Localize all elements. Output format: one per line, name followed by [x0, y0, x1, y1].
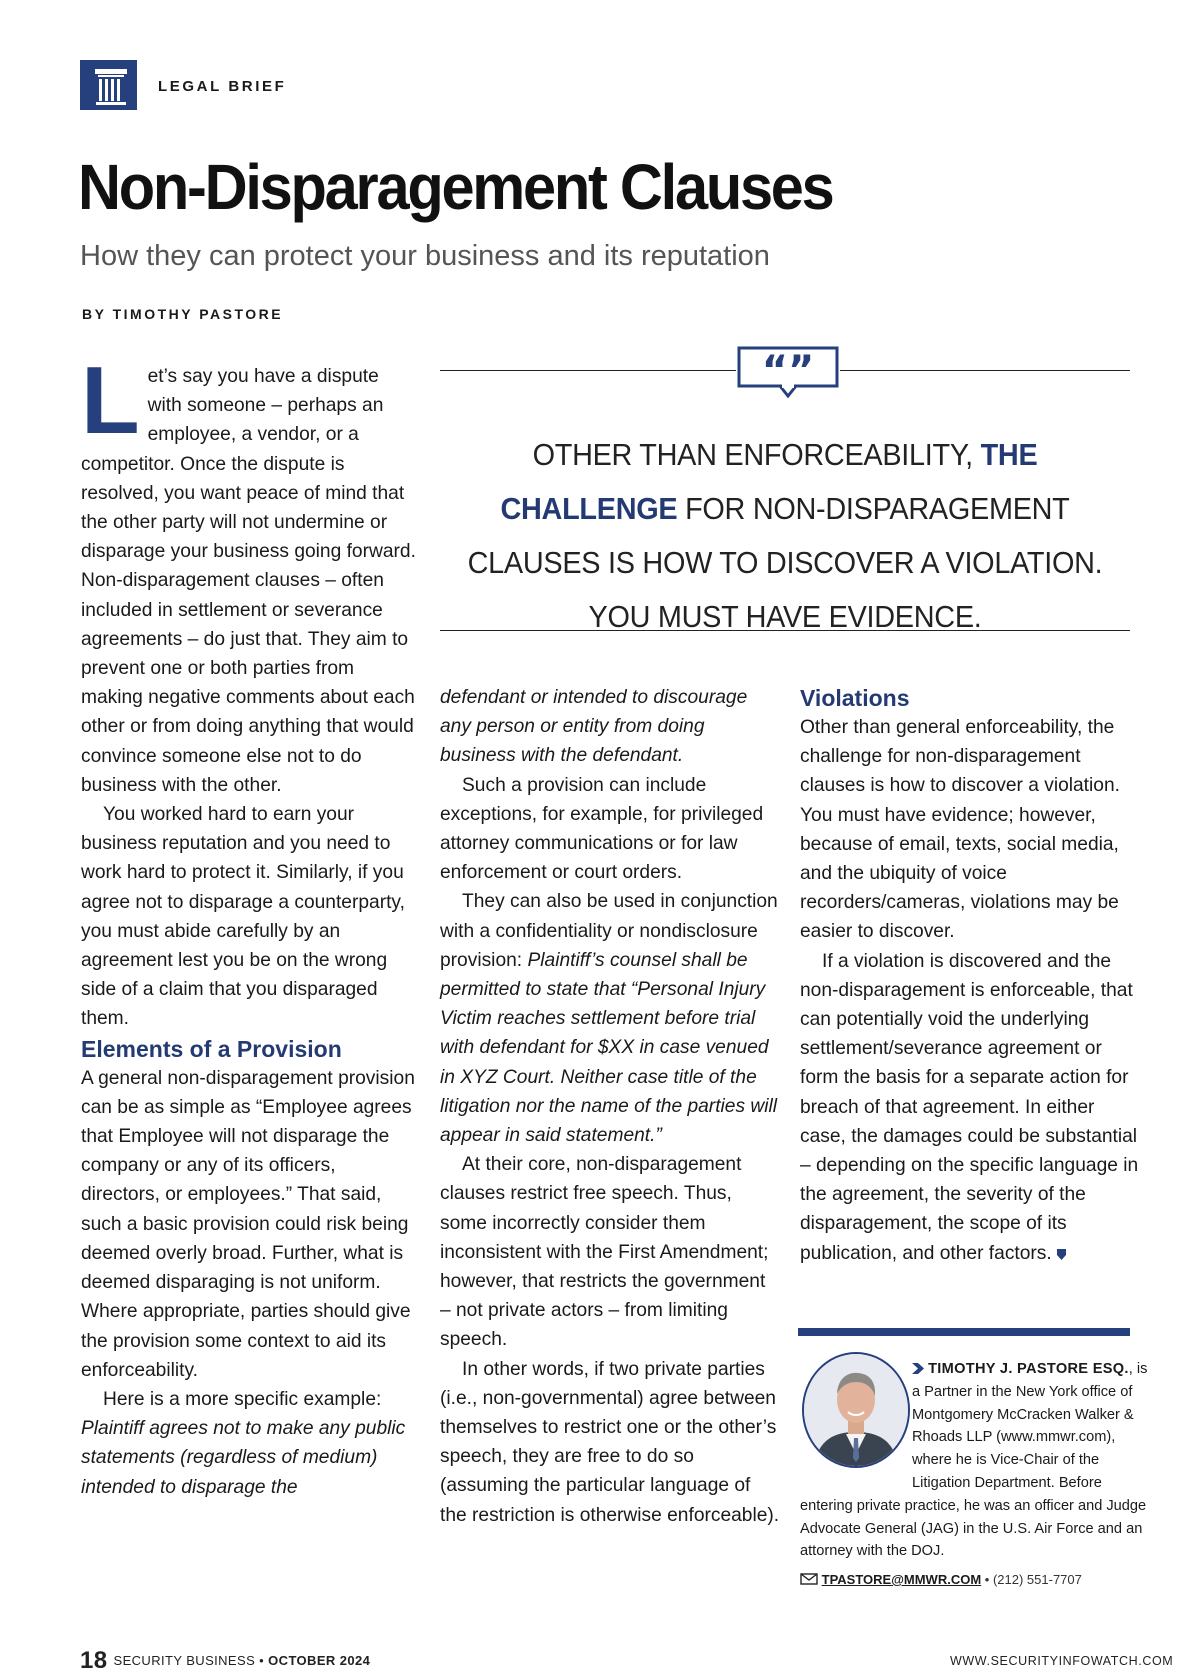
paragraph — [440, 683, 780, 771]
example-clause-italic: defendant or intended to discourage any person or entity from doing business with the defendant. — [440, 687, 748, 767]
author-email-link[interactable]: TPASTORE@MMWR.COM — [821, 1572, 982, 1587]
section-label: LEGAL BRIEF — [158, 78, 287, 95]
section-heading-violations: Violations — [800, 685, 910, 711]
paragraph: Other than general enforceability, the challenge for non-disparagement clauses is how to discover a violation. You must have evidence; however, because of email, texts, social media, and the ubiquity of voice recorders/cameras, violations may be easier to discover. — [800, 717, 1120, 943]
paragraph: In other words, if two private parties (i.e., non-governmental) agree between themselves to restrict one or the other’s speech, they are free to do so (assuming the particular language of the restriction is otherwise enforceable). — [440, 1358, 780, 1526]
pull-quote — [464, 428, 1106, 644]
paragraph: Such a provision can include exceptions, for example, for privileged attorney communications or for law enforcement or court orders. — [440, 774, 764, 884]
author-name: TIMOTHY J. PASTORE ESQ. — [928, 1361, 1129, 1377]
intro-text: et’s say you have a dispute with someone – perhaps an employee, a vendor, or a competitor. Once the dispute is resolved, you want peace of mind that the other party will not undermine or disparage your business going forward. Non-disparagement clauses – often included in settlement or severance agreements – do just that. They aim to prevent one or both parties from making negative comments about each other or from doing anything that would convince someone else not to do business with the other. — [81, 366, 416, 796]
paragraph: At their core, non-disparagement clauses restrict free speech. Thus, some incorrectly consider them inconsistent with the First Amendment; however, that restricts the government – not private actors – from limiting speech. — [440, 1154, 769, 1351]
end-of-article-icon — [1057, 1249, 1066, 1260]
bio-rule — [798, 1328, 1130, 1336]
footer-separator: • — [259, 1653, 265, 1668]
paragraph — [800, 947, 1142, 1268]
paragraph-text: If a violation is discovered and the non-disparagement is enforceable, that can potentially void the underlying settlement/severance agreement or form the basis for a separate action for breach of that agreement. In either case, the damages could be substantial – depending on the specific language in the agreement, the severity of the disparagement, the scope of its publication, and other factors. — [800, 950, 1139, 1264]
article-subtitle: How they can protect your business and its reputation — [80, 240, 770, 272]
pull-quote-rule-bottom — [440, 630, 1130, 631]
footer-publication — [80, 1647, 370, 1675]
paragraph: You worked hard to earn your business reputation and you need to work hard to protect it. Similarly, if you agree not to disparage a counterparty, you must abide carefully by an agreement lest you be on the wrong side of a claim that you disparaged them. — [81, 804, 405, 1030]
article-title: Non-Disparagement Clauses — [78, 151, 833, 223]
author-bio-text: , is a Partner in the New York office of Montgomery McCracken Walker & Rhoads LLP ( — [912, 1361, 1148, 1446]
section-heading-elements: Elements of a Provision — [81, 1035, 342, 1062]
column-1 — [81, 347, 417, 1502]
quote-marks-icon — [736, 346, 840, 404]
paragraph-text: They can also be used in conjunction with a confidentiality or nondisclosure provision: — [440, 891, 778, 971]
paragraph-text: Here is a more specific example: — [103, 1388, 382, 1410]
contact-separator: • — [984, 1572, 990, 1587]
pull-quote-text: FOR NON-DISPARAGEMENT CLAUSES IS HOW TO DISCOVER A VIOLATION. YOU MUST HAVE EVIDENCE. — [467, 491, 1103, 634]
author-bio-text: ), where he is Vice-Chair of the Litigation Department. Before entering private practice, he was an officer and Judge Advocate General (JAG) in the U.S. Air Force and an attorney with the DOJ. — [800, 1429, 1147, 1560]
column-3 — [800, 683, 1142, 1268]
column-logo-icon — [80, 60, 137, 110]
example-clause-italic: Plaintiff agrees not to make any public statements (regardless of medium) intended to disparage the — [81, 1418, 406, 1498]
paragraph: A general non-disparagement provision can be as simple as “Employee agrees that Employee will not disparage the company or any of its officers, directors, or employees.” That said, such a basic provision could risk being deemed overly broad. Further, what is deemed disparaging is not uniform. Where appropriate, parties should give the provision some context to aid its enforceability. — [81, 1067, 415, 1381]
publication-name: SECURITY BUSINESS — [113, 1653, 256, 1668]
issue-date: OCTOBER 2024 — [268, 1653, 371, 1668]
example-clause-italic: Plaintiff’s counsel shall be permitted to state that “Personal Injury Victim reaches settlement before trial with defendant for $XX in case venued in XYZ Court. Neither case title of the litigation nor the name of the parties will appear in said statement.” — [440, 949, 778, 1147]
email-icon — [800, 1573, 818, 1585]
drop-cap: L — [81, 347, 140, 454]
chevron-right-icon — [912, 1363, 924, 1374]
author-bio — [800, 1358, 1150, 1563]
pull-quote-text: OTHER THAN ENFORCEABILITY, — [532, 437, 973, 472]
byline: BY TIMOTHY PASTORE — [82, 306, 284, 322]
column-2 — [440, 683, 780, 1530]
paragraph — [440, 887, 780, 1150]
footer-website-link[interactable]: WWW.SECURITYINFOWATCH.COM — [950, 1654, 1174, 1668]
paragraph — [81, 1385, 417, 1502]
author-phone: (212) 551-7707 — [992, 1572, 1082, 1587]
author-contact — [800, 1572, 1082, 1587]
page-number: 18 — [80, 1647, 108, 1674]
pull-quote-highlight: THE CHALLENGE — [500, 437, 1038, 526]
svg-text:“”: “” — [761, 348, 815, 394]
author-website-link[interactable]: www.mmwr.com — [1000, 1429, 1107, 1446]
intro-paragraph — [81, 347, 417, 800]
